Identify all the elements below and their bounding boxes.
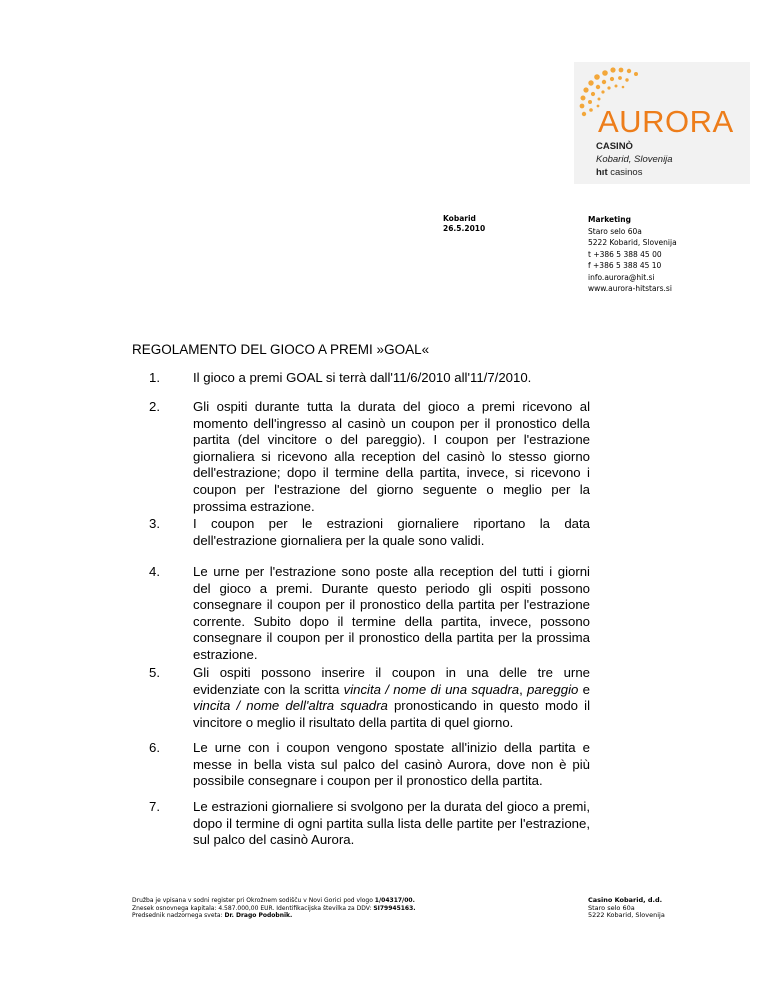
- footer-text: Predsednik nadzornega sveta:: [132, 912, 225, 919]
- hit-mark: hıt: [596, 167, 608, 178]
- place-date: [443, 214, 485, 234]
- company-footer: [588, 897, 665, 920]
- footer-value: 1/04317/00.: [374, 897, 415, 904]
- italic-run: vincita / nome di una squadra: [343, 681, 520, 697]
- rule-text: Le urne per l'estrazione sono poste alla reception del tutti i giorni del gioco a premi. Durante questo periodo gli ospiti possono consegnare il coupon per il pronostico della partita per l'estrazione corrente. Subito dopo il termine della partita, invece, possono consegnare il coupon per il pronostico della partita per la prossima estrazione.: [193, 564, 590, 662]
- hit-casinos-text: casinos: [607, 167, 643, 178]
- date: 26.5.2010: [443, 224, 486, 233]
- rule-number: 2.: [149, 399, 160, 414]
- brand-casino-label: CASINÒ: [596, 141, 633, 152]
- fax: f +386 5 388 45 10: [588, 261, 662, 270]
- text-run: Gli ospiti possono inserire il coupon in una delle tre urne evidenziate con la scritta: [193, 665, 590, 697]
- rule-number: 1.: [149, 370, 160, 385]
- rule-number: 5.: [149, 665, 160, 680]
- brand-name: AURORA: [598, 104, 734, 139]
- footer-text: Družba je vpisana v sodni register pri Okrožnem sodišču v Novi Gorici pod vlogo: [132, 897, 375, 904]
- text-run: pronosticando in questo modo il vincitore o meglio il risultato della partita di quel giorno.: [193, 698, 590, 730]
- contact-line: Staro selo 60a: [588, 226, 642, 236]
- brand-location: Kobarid, Slovenija: [596, 154, 673, 165]
- company-name: Casino Kobarid, d.d.: [588, 896, 663, 904]
- contact-block: [588, 214, 677, 295]
- rule-text: Il gioco a premi GOAL si terrà dall'11/6/2010 all'11/7/2010.: [193, 370, 532, 385]
- legal-footer: [132, 897, 416, 920]
- email: info.aurora@hit.si: [588, 272, 655, 282]
- website: www.aurora-hitstars.si: [588, 284, 672, 293]
- footer-line: [132, 905, 416, 913]
- text-run: ,: [519, 681, 528, 697]
- text-run: e: [578, 681, 590, 697]
- footer-line: [132, 912, 416, 920]
- rule-text: I coupon per le estrazioni giornaliere riportano la data dell'estrazione giornaliera per la quale sono validi.: [193, 516, 590, 548]
- rule-text: [193, 665, 590, 731]
- company-address: 5222 Kobarid, Slovenija: [588, 911, 665, 919]
- city: Kobarid: [443, 214, 476, 223]
- rule-text: Le estrazioni giornaliere si svolgono per la durata del gioco a premi, dopo il termine di ogni partita sulla lista delle partite per l'estrazione, sul palco del casinò Aurora.: [193, 799, 590, 848]
- aurora-logo: [574, 62, 750, 184]
- footer-line: [132, 897, 416, 905]
- company-address: Staro selo 60a: [588, 903, 635, 912]
- italic-run: pareggio: [527, 681, 579, 697]
- department: Marketing: [588, 215, 631, 224]
- rule-number: 6.: [149, 740, 160, 755]
- rule-text: Gli ospiti durante tutta la durata del gioco a premi ricevono al momento dell'ingresso al casinò un coupon per il pronostico della partita (del vincitore o del pareggio). I coupon per l'estrazione giornaliera si ricevono alla reception del casinò lo stesso giorno dell'estrazione; dopo il termine della partita, invece, si ricevono i coupon per l'estrazione del giorno seguente o meglio per la prossima estrazione.: [193, 399, 590, 514]
- rule-text: Le urne con i coupon vengono spostate all'inizio della partita e messe in bella vista sul palco del casinò Aurora, dove non è più possibile consegnare i coupon per il pronostico della partita.: [193, 740, 590, 789]
- phone: t +386 5 388 45 00: [588, 249, 662, 259]
- italic-run: vincita / nome dell'altra squadra: [193, 698, 388, 714]
- footer-value: Dr. Drago Podobnik.: [224, 912, 293, 919]
- rule-number: 7.: [149, 799, 160, 814]
- footer-value: SI79945163.: [373, 904, 416, 912]
- rule-number: 4.: [149, 564, 160, 579]
- footer-text: Znesek osnovnega kapitala: 4.587.000,00 EUR. Identifikacijska številka za DDV:: [132, 904, 374, 912]
- document-title: REGOLAMENTO DEL GIOCO A PREMI »GOAL«: [132, 342, 430, 357]
- rule-number: 3.: [149, 516, 160, 531]
- brand-group: [596, 167, 642, 178]
- contact-line: 5222 Kobarid, Slovenija: [588, 238, 677, 247]
